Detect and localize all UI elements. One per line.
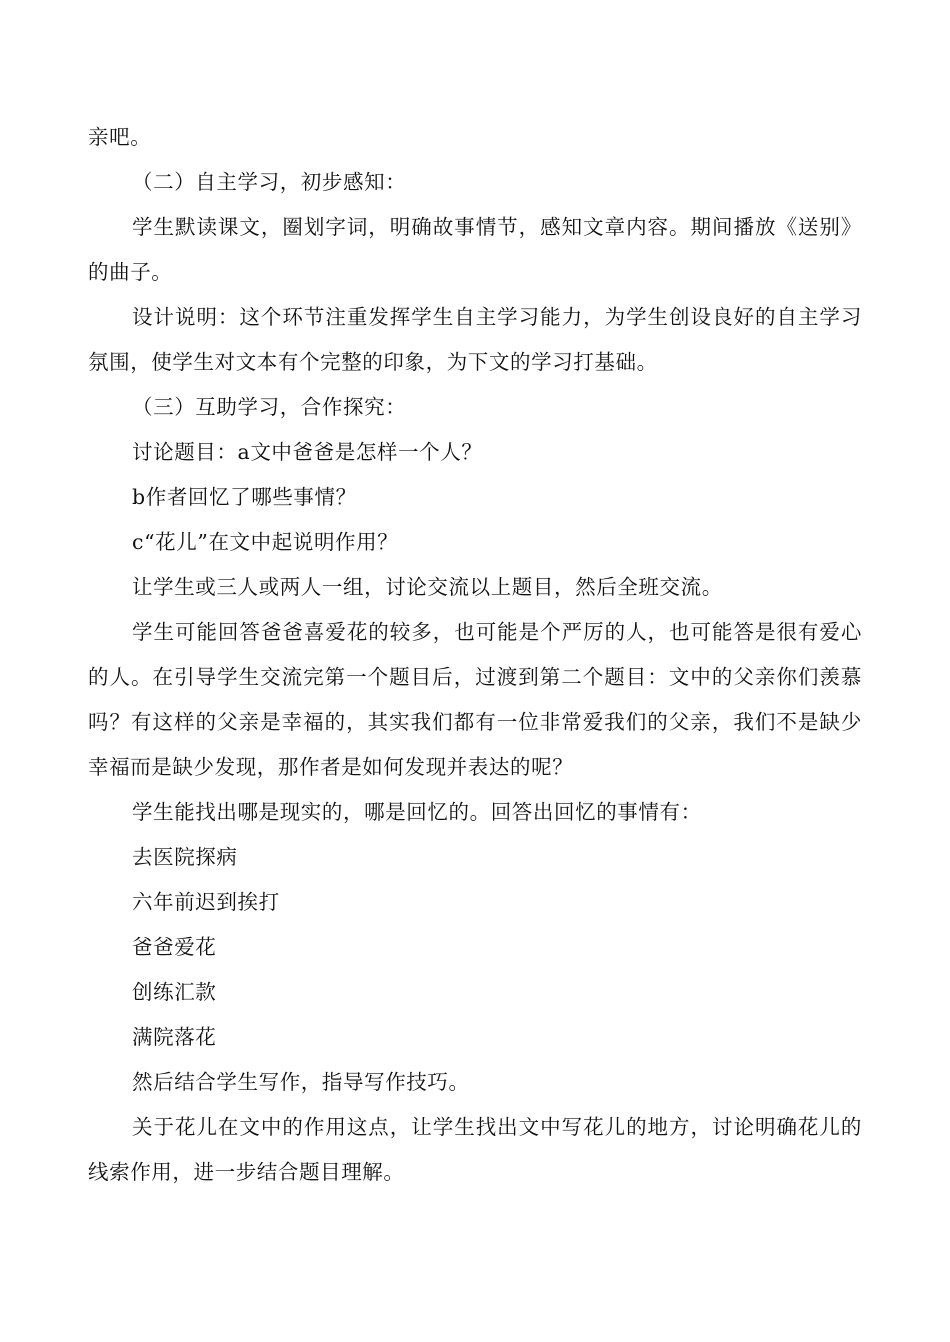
section-heading-self-study: （二）自主学习，初步感知： bbox=[132, 170, 407, 194]
paragraph-flower-role: 关于花儿在文中的作用这点，让学生找出文中写花儿的地方，讨论明确花儿的线索作用，进一步结合题目理解。 bbox=[88, 1115, 862, 1184]
list-item-hospital: 去医院探病 bbox=[132, 845, 238, 869]
paragraph-group-discussion: 让学生或三人或两人一组，讨论交流以上题目，然后全班交流。 bbox=[132, 575, 723, 599]
paragraph-silent-reading: 学生默读课文，圈划字词，明确故事情节，感知文章内容。期间播放《送别》的曲子。 bbox=[88, 215, 862, 284]
list-item-late: 六年前迟到挨打 bbox=[132, 890, 280, 914]
section-heading-cooperative-study: （三）互助学习，合作探究： bbox=[132, 395, 407, 419]
list-item-flowers: 爸爸爱花 bbox=[132, 935, 217, 959]
paragraph-writing-guidance: 然后结合学生写作，指导写作技巧。 bbox=[132, 1070, 470, 1094]
paragraph-student-answers: 学生可能回答爸爸喜爱花的较多，也可能是个严厉的人，也可能答是很有爱心的人。在引导学生交流完第一个题目后，过渡到第二个题目：文中的父亲你们羡慕吗？有这样的父亲是幸福的，其实我们都有一位非常爱我们的父亲，我们不是缺少幸福而是缺少发现，那作者是如何发现并表达的呢？ bbox=[88, 620, 862, 779]
paragraph-design-note: 设计说明：这个环节注重发挥学生自主学习能力，为学生创设良好的自主学习氛围，使学生对文本有个完整的印象，为下文的学习打基础。 bbox=[88, 305, 862, 374]
list-item-fallen-flowers: 满院落花 bbox=[132, 1025, 217, 1049]
document-body bbox=[88, 115, 862, 1195]
discussion-question-b: b作者回忆了哪些事情？ bbox=[132, 485, 357, 509]
discussion-question-a: 讨论题目：a文中爸爸是怎样一个人？ bbox=[132, 440, 483, 464]
paragraph-continuation: 亲吧。 bbox=[88, 125, 152, 149]
discussion-question-c: c“花儿”在文中起说明作用？ bbox=[132, 530, 399, 554]
list-item-remittance: 创练汇款 bbox=[132, 980, 217, 1004]
paragraph-recall-events: 学生能找出哪是现实的，哪是回忆的。回答出回忆的事情有： bbox=[132, 800, 702, 824]
